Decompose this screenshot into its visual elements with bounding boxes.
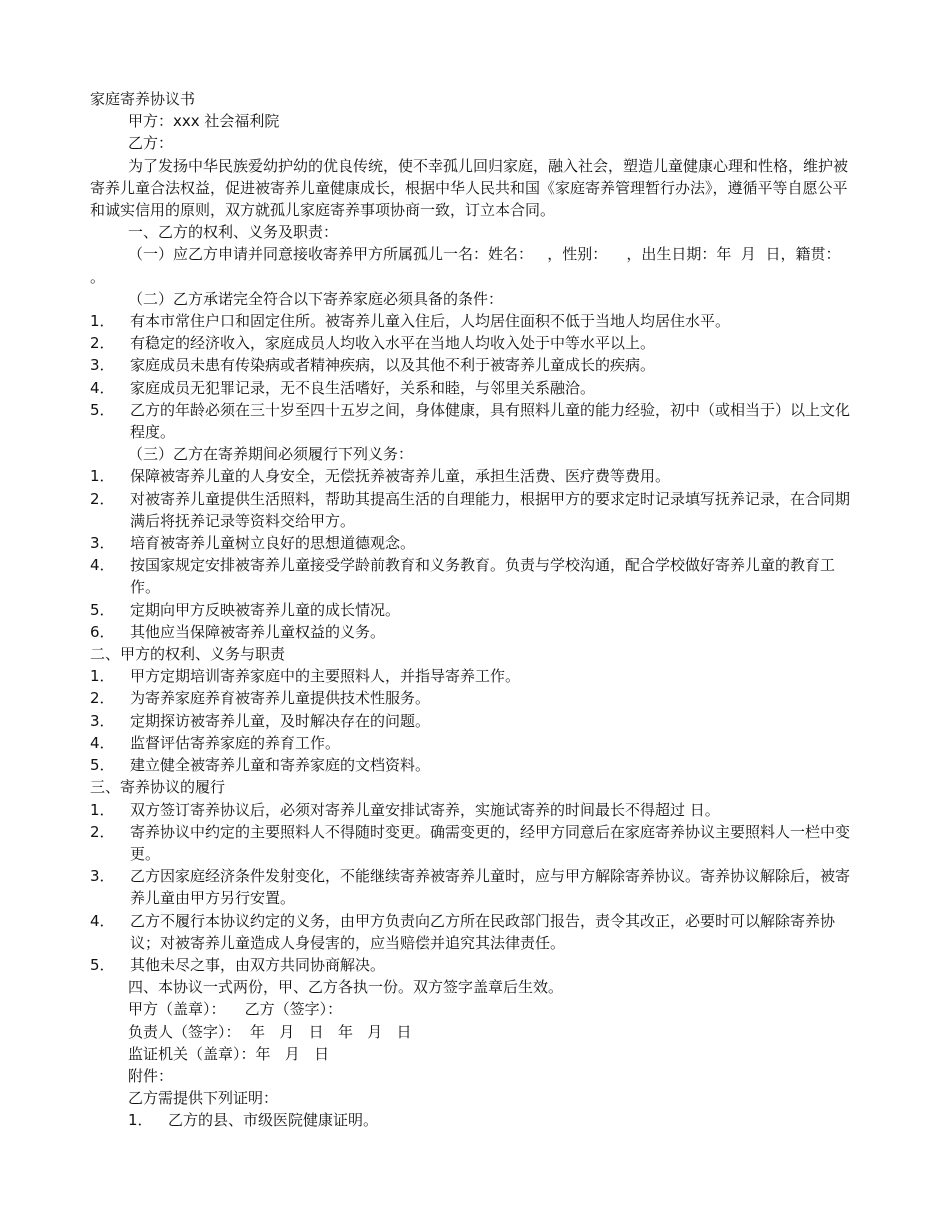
list-item: 4． 乙方不履行本协议约定的义务，由甲方负责向乙方所在民政部门报告，责令其改正，必要时可以解除寄养协议；对被寄养儿童造成人身侵害的，应当赔偿并追究其法律责任。	[90, 911, 836, 952]
list-item: 5． 定期向甲方反映被寄养儿童的成长情况。	[90, 600, 401, 619]
list-item: 5． 乙方的年龄必须在三十岁至四十五岁之间，身体健康，具有照料儿童的能力经验，初中（或相当于）以上文化程度。	[90, 400, 851, 442]
list-item: 4． 监督评估寄养家庭的养育工作。	[90, 733, 341, 752]
section-4-line: 四、本协议一式两份，甲、乙方各执一份。双方签字盖章后生效。	[128, 978, 564, 997]
list-item: 4． 家庭成员无犯罪记录，无不良生活嗜好，关系和睦，与邻里关系融洽。	[90, 378, 596, 397]
list-item: 5． 建立健全被寄养儿童和寄养家庭的文档资料。	[90, 756, 431, 775]
list-item: 2． 对被寄养儿童提供生活照料，帮助其提高生活的自理能力，根据甲方的要求定时记录填写抚养记录，在合同期满后将抚养记录等资料交给甲方。	[90, 489, 851, 530]
list-item: 4． 按国家规定安排被寄养儿童接受学龄前教育和义务教育。负责与学校沟通，配合学校做好寄养儿童的教育工作。	[90, 556, 836, 597]
attachment-intro: 乙方需提供下列证明：	[128, 1089, 279, 1108]
signature-line-parties: 甲方（盖章）： 乙方（签字）：	[128, 1000, 343, 1019]
list-item: 3． 乙方因家庭经济条件发射变化，不能继续寄养被寄养儿童时，应与甲方解除寄养协议。寄养协议解除后，被寄养儿童由甲方另行安置。	[90, 867, 851, 908]
party-b-line: 乙方：	[128, 134, 174, 153]
clause-1-3-heading: （三）乙方在寄养期间必须履行下列义务：	[128, 445, 414, 464]
signature-line-witness: 监证机关（盖章）：年 月 日	[128, 1044, 330, 1063]
list-item: 1． 乙方的县、市级医院健康证明。	[128, 1111, 379, 1130]
clause-1-1: （一）应乙方申请并同意接收寄养甲方所属孤儿一名：姓名： ，性别： ，出生日期：年 月 日，籍贯： 。	[90, 245, 860, 286]
section-3-list	[90, 799, 862, 977]
list-item: 2． 寄养协议中约定的主要照料人不得随时变更。确需变更的，经甲方同意后在家庭寄养协议主要照料人一栏中变更。	[90, 822, 851, 863]
list-item: 1． 保障被寄养儿童的人身安全，无偿抚养被寄养儿童，承担生活费、医疗费等费用。	[90, 467, 671, 486]
list-item: 2． 有稳定的经济收入，家庭成员人均收入水平在当地人均收入处于中等水平以上。	[90, 334, 656, 353]
list-item: 6． 其他应当保障被寄养儿童权益的义务。	[90, 622, 386, 641]
preamble: 为了发扬中华民族爱幼护幼的优良传统，使不幸孤儿回归家庭，融入社会，塑造儿童健康心理和性格，维护被寄养儿童合法权益，促进被寄养儿童健康成长，根据中华人民共和国《家庭寄养管理暂行办法》，遵循平等自愿公平和诚实信用的原则，双方就孤儿家庭寄养事项协商一致，订立本合同。	[90, 156, 849, 220]
section-2-list	[90, 665, 862, 776]
list-item: 3． 家庭成员未患有传染病或者精神疾病，以及其他不利于被寄养儿童成长的疾病。	[90, 356, 656, 375]
agreement-body	[90, 88, 862, 1132]
list-item: 5． 其他未尽之事，由双方共同协商解决。	[90, 955, 386, 974]
section-3-heading: 三、寄养协议的履行	[90, 778, 226, 797]
document-title: 家庭寄养协议书	[90, 90, 196, 108]
list-item: 1． 有本市常住户口和固定住所。被寄养儿童入住后，人均居住面积不低于当地人均居住水平。	[90, 312, 731, 331]
attachment-label: 附件：	[128, 1066, 174, 1085]
clause-1-2-list	[90, 310, 862, 443]
attachment-list	[90, 1109, 862, 1131]
section-1-heading: 一、乙方的权利、义务及职责：	[128, 223, 339, 242]
list-item: 1． 双方签订寄养协议后，必须对寄养儿童安排试寄养，实施试寄养的时间最长不得超过 日。	[90, 800, 720, 819]
clause-1-3-list	[90, 465, 862, 643]
list-item: 1． 甲方定期培训寄养家庭中的主要照料人，并指导寄养工作。	[90, 667, 521, 686]
list-item: 3． 定期探访被寄养儿童，及时解决存在的问题。	[90, 711, 431, 730]
list-item: 2． 为寄养家庭养育被寄养儿童提供技术性服务。	[90, 689, 431, 708]
list-item: 3． 培育被寄养儿童树立良好的思想道德观念。	[90, 534, 416, 553]
clause-1-2-heading: （二）乙方承诺完全符合以下寄养家庭必须具备的条件：	[128, 289, 504, 308]
section-2-heading: 二、甲方的权利、义务与职责	[90, 645, 286, 664]
party-a-line: 甲方：xxx 社会福利院	[128, 112, 280, 131]
signature-line-representative: 负责人（签字）： 年 月 日 年 月 日	[128, 1022, 412, 1041]
